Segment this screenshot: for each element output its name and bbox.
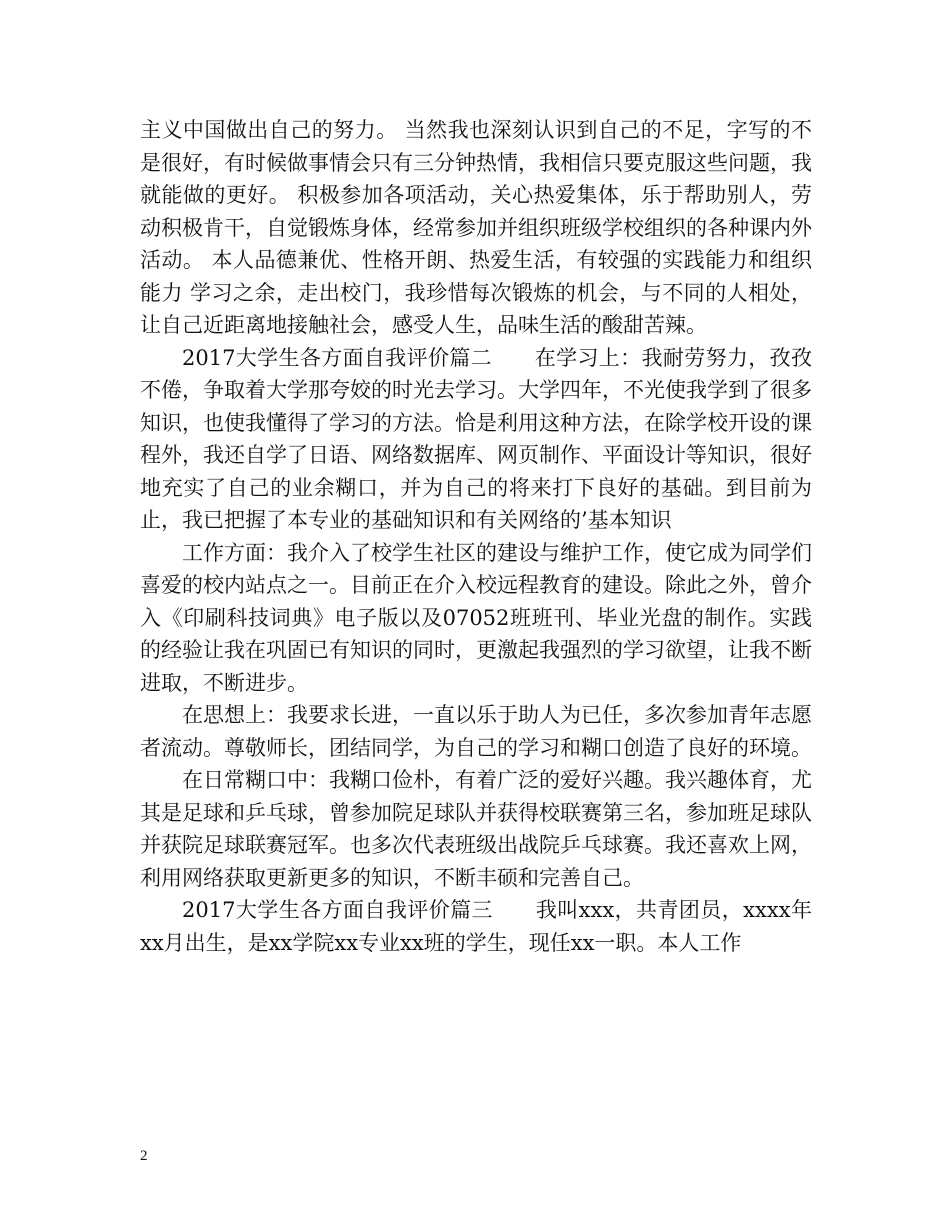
paragraph-2: 2017大学生各方面自我评价篇二 在学习上：我耐劳努力，孜孜不倦，争取着大学那夸姣的时光去学习。大学四年，不光使我学到了很多知识，也使我懂得了学习的方法。恰是利用这种方法，在除学校开设的课程外，我还自学了日语、网络数据库、网页制作、平面设计等知识，很好地充实了自己的业余糊口，并为自己的将来打下良好的基础。到目前为止，我已把握了本专业的基础知识和有关网络的’基本知识 xyxy=(140,345,812,532)
paragraph-1: 主义中国做出自己的努力。 当然我也深刻认识到自己的不足，字写的不是很好，有时候做事情会只有三分钟热情，我相信只要克服这些问题，我就能做的更好。 积极参加各项活动，关心热爱集体，乐于帮助别人，劳动积极肯干，自觉锻炼身体，经常参加并组织班级学校组织的各种课内外活动。 本人品德兼优、性格开朗、热爱生活，有较强的实践能力和组织能力 学习之余，走出校门，我珍惜每次锻炼的机会，与不同的人相处，让自己近距离地接触社会，感受人生，品味生活的酸甜苦辣。 xyxy=(140,118,812,337)
page-number: 2 xyxy=(140,1148,148,1164)
paragraph-5: 在日常糊口中：我糊口俭朴，有着广泛的爱好兴趣。我兴趣体育，尤其是足球和乒乓球，曾参加院足球队并获得校联赛第三名，参加班足球队并获院足球联赛冠军。也多次代表班级出战院乒乓球赛。我还喜欢上网，利用网络获取更新更多的知识，不断丰硕和完善自己。 xyxy=(140,768,812,890)
document-body xyxy=(140,114,812,959)
paragraph-6: 2017大学生各方面自我评价篇三 我叫xxx，共青团员，xxxx年xx月出生，是xx学院xx专业xx班的学生，现任xx一职。本人工作 xyxy=(140,898,812,955)
paragraph-3: 工作方面：我介入了校学生社区的建设与维护工作，使它成为同学们喜爱的校内站点之一。目前正在介入校远程教育的建设。除此之外，曾介入《印刷科技词典》电子版以及07052班班刊、毕业光盘的制作。实践的经验让我在巩固已有知识的同时，更激起我强烈的学习欲望，让我不断进取，不断进步。 xyxy=(140,540,812,695)
paragraph-4: 在思想上：我要求长进，一直以乐于助人为已任，多次参加青年志愿者流动。尊敬师长，团结同学，为自己的学习和糊口创造了良好的环境。 xyxy=(140,703,812,760)
